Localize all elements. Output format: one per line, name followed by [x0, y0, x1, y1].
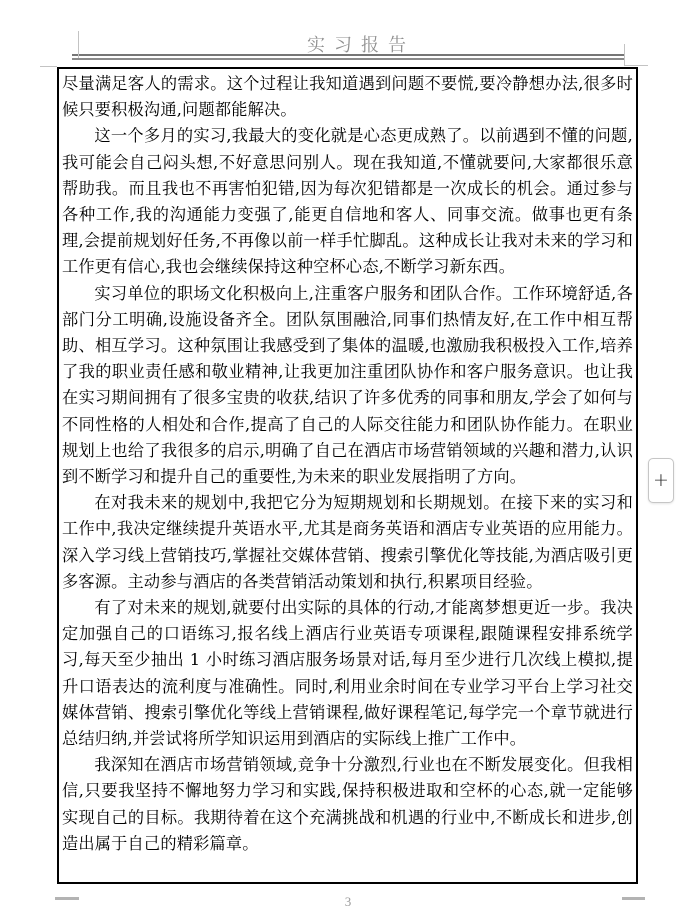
body-boundary-mark-left	[40, 66, 57, 67]
paragraph: 我深知在酒店市场营销领域,竞争十分激烈,行业也在不断发展变化。但我相信,只要我坚持不懈地努力学习和实践,保持积极进取和空杯的心态,就一定能够实现自己的目标。我期待着在这个充满挑战和机遇的行业中,不断成长和进步,创造出属于自己的精彩篇章。	[62, 755, 633, 853]
paragraph: 这一个多月的实习,我最大的变化就是心态更成熟了。以前遇到不懂的问题,我可能会自己闷头想,不好意思问别人。现在我知道,不懂就要问,大家都很乐意帮助我。而且我也不再害怕犯错,因为每次犯错都是一次成长的机会。通过参与各种工作,我的沟通能力变强了,能更自信地和客人、同事交流。做事也更有条理,会提前规划好任务,不再像以前一样手忙脚乱。这种成长让我对未来的学习和工作更有信心,我也会继续保持这种空杯心态,不断学习新东西。	[62, 126, 633, 277]
paragraph: 有了对未来的规划,就要付出实际的具体的行动,才能离梦想更近一步。我决定加强自己的口语练习,报名线上酒店行业英语专项课程,跟随课程安排系统学习,每天至少抽出 1 小时练习酒店服务场景对话,每月至少进行几次线上模拟,提升口语表达的流利度与准确性。同时,利用业余时间在专业学习平台上学习社交媒体营销、搜索引擎优化等线上营销课程,做好课程笔记,每学完一个章节就进行总结归纳,并尝试将所学知识运用到酒店的实际线上推广工作中。	[62, 598, 633, 749]
page-header-title: 实习报告	[307, 35, 415, 56]
footer-boundary-mark-left	[55, 897, 79, 900]
footer-boundary-mark-right	[622, 897, 645, 900]
plus-icon: +	[653, 469, 669, 491]
paragraph: 尽量满足客人的需求。这个过程让我知道遇到问题不要慌,要冷静想办法,很多时候只要积极沟通,问题都能解决。	[62, 74, 633, 120]
insert-page-button[interactable]	[648, 458, 674, 503]
header-rule	[72, 54, 624, 60]
header-boundary-mark-right	[624, 44, 625, 65]
footer-page-number: 3	[344, 894, 352, 909]
document-text-cell[interactable]	[57, 67, 638, 884]
paragraph: 实习单位的职场文化积极向上,注重客户服务和团队合作。工作环境舒适,各部门分工明确,设施设备齐全。团队氛围融洽,同事们热情友好,在工作中相互帮助、相互学习。这种氛围让我感受到了集体的温暖,也激励我积极投入工作,培养了我的职业责任感和敬业精神,让我更加注重团队协作和客户服务意识。也让我在实习期间拥有了很多宝贵的收获,结识了许多优秀的同事和朋友,学会了如何与不同性格的人相处和合作,提高了自己的人际交往能力和团队协作能力。在职业规划上也给了我很多的启示,明确了自己在酒店市场营销领域的兴趣和潜力,认识到不断学习和提升自己的重要性,为未来的职业发展指明了方向。	[62, 283, 633, 487]
header-boundary-mark-left	[78, 31, 79, 58]
body-boundary-mark-right	[624, 65, 648, 66]
paragraph: 在对我未来的规划中,我把它分为短期规划和长期规划。在接下来的实习和工作中,我决定继续提升英语水平,尤其是商务英语和酒店专业英语的应用能力。深入学习线上营销技巧,掌握社交媒体营销、搜索引擎优化等技能,为酒店吸引更多客源。主动参与酒店的各类营销活动策划和执行,积累项目经验。	[62, 493, 633, 591]
